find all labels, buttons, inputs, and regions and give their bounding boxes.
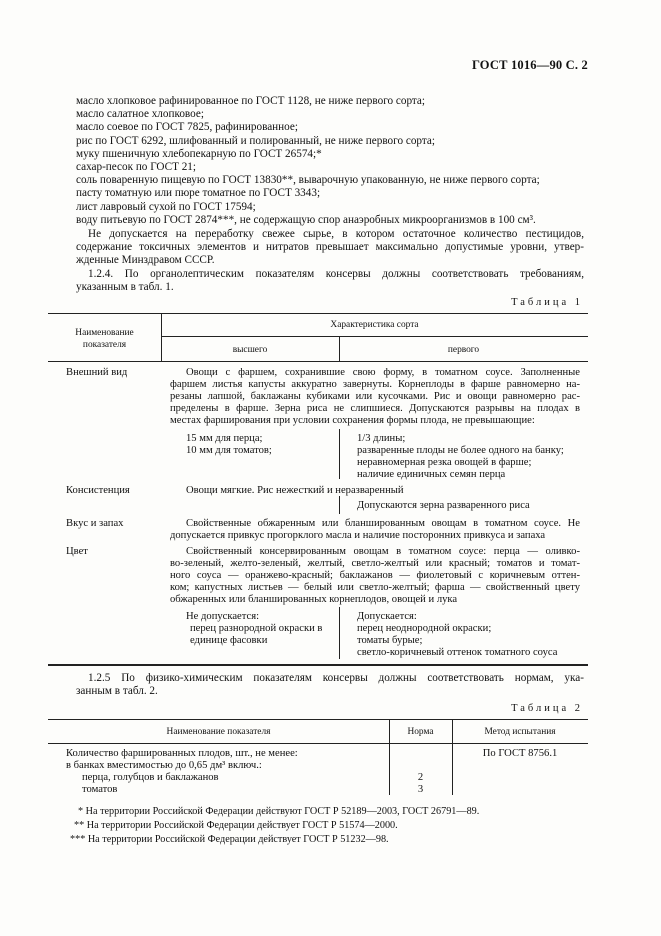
list-item: воду питьевую по ГОСТ 2874***, не содержащую спор анаэробных микроорганизмов в 100 см³. [76,213,536,226]
text-line: фаршем листья капусты аккуратно завернуты. Корнеплоды в фарше равномерно на- [170,379,580,391]
table2-head-method: Метод испытания [484,727,556,737]
text-line: разваренные плоды не более одного на банку; [357,445,564,457]
table2-row-name [66,748,298,796]
text-line: 10 мм для томатов; [186,445,272,457]
text-line: неравномерная резка овощей в фарше; [357,457,532,469]
ingredient-list [76,95,584,227]
paragraph-line: Не допускается на переработку свежее сырье, в котором остаточное количество пестицидов, [88,228,584,240]
table1-head-first-grade: первого [447,345,480,355]
table1-caption: Таблица 1 [511,297,583,308]
paragraph-raw-materials [76,228,584,268]
text-line: обжаренных или бланшированных корнеплодов, овощей и лука [170,594,458,606]
list-item: пасту томатную или пюре томатное по ГОСТ 3343; [76,187,321,200]
appearance-text [170,367,580,427]
row-label-appearance: Внешний вид [66,367,128,378]
text-line: перец разнородной окраски в [190,623,323,635]
cell-divider [339,496,340,514]
header-cell: показателя [82,340,127,350]
color-text [170,546,580,606]
text-line: во-зеленый, желто-зеленый, желтый, светло-желтый или красный; томатов и томат- [170,558,580,570]
row-label-color: Цвет [66,546,88,557]
text-line: единице фасовки [190,635,268,647]
text-line: Овощи с фаршем, сохранившие свою форму, в томатном соусе. Заполненные [186,367,580,378]
text-line: допускается привкус прогорклого масла и наличие посторонних привкуса и запаха [170,530,546,542]
taste-text [170,518,580,542]
cell-divider [339,607,340,659]
row-label-consistency: Консистенция [66,485,130,496]
consistency-text: Овощи мягкие. Рис нежесткий и неразваренный [186,485,404,496]
text-line: ного соуса — оранжево-красный; баклажанов — фиолетовый с коричневым оттен- [170,570,580,582]
table2-norm-values [389,772,452,796]
text-line: Количество фаршированных плодов, шт., не менее: [66,748,298,759]
text-line: ком; капустных листьев — белый или светло-желтый; фарша — свойственный цвету [170,582,580,594]
text-line: томатов [82,784,118,796]
header-cell: Наименование [75,328,134,338]
table2-head-bottom [48,743,588,744]
text-line: томаты бурые; [357,635,423,647]
text-line: местах фарширования при условии сохранения формы плода, не превышающие: [170,415,535,427]
page-header: ГОСТ 1016—90 С. 2 [471,58,588,72]
paragraph-line: содержание токсичных элементов и нитратов превышает максимально допустимые уровни, утвер- [76,241,584,254]
table1-head-bottom [48,361,588,362]
list-item: масло соевое по ГОСТ 7825, рафинированное; [76,121,298,134]
table-cell: 2 [417,772,424,783]
list-item: масло салатное хлопковое; [76,108,204,121]
list-item: соль поваренную пищевую по ГОСТ 13830**, выварочную упакованную, не ниже первого сорта; [76,174,540,187]
text-line: Допускается: [357,611,417,622]
appearance-first-grade [357,433,564,481]
paragraph-line: 1.2.4. По органолептическим показателям консервы должны соответствовать требованиям, [88,268,584,280]
paragraph-line: жденные Минздравом СССР. [76,254,215,267]
footnote: *** На территории Российской Федерации действует ГОСТ Р 51232—98. [70,834,389,845]
text-line: резаны лапшой, баклажаны кубиками или кусочками. Рис и овощи равномерно рас- [170,391,580,403]
table1-head-top-grade: высшего [232,345,268,355]
text-line: 15 мм для перца; [186,433,263,444]
text-line: наличие единичных семян перца [357,469,506,481]
table2-top-border [48,719,588,720]
cell-divider [339,429,340,479]
list-item: лист лавровый сухой по ГОСТ 17594; [76,200,256,213]
table1-head-indicator [48,327,161,351]
text-line: пределены в фарше. Зерна риса не слипшиеся. Допускаются разрывы на плодах в [170,403,580,415]
paragraph-1-2-5 [76,672,584,698]
list-item: сахар-песок по ГОСТ 21; [76,161,196,174]
color-top-grade [186,611,322,647]
list-item: масло хлопковое рафинированное по ГОСТ 1128, не ниже первого сорта; [76,95,425,107]
table1-head-divider [161,336,588,337]
paragraph-1-2-4 [76,268,584,294]
appearance-top-grade [186,433,272,457]
paragraph-line: указанным в табл. 1. [76,281,174,294]
text-line: Свойственный консервированным овощам в томатном соусе: перца — оливко- [186,546,580,557]
text-line: 1/3 длины; [357,433,406,444]
list-item: муку пшеничную хлебопекарную по ГОСТ 26574;* [76,147,322,160]
text-line: светло-коричневый оттенок томатного соуса [357,647,558,659]
footnote: ** На территории Российской Федерации действует ГОСТ Р 51574—2000. [74,820,398,831]
list-item: рис по ГОСТ 6292, шлифованный и полированный, не ниже первого сорта; [76,134,435,147]
table2-head-name: Наименование показателя [166,727,271,737]
paragraph-line: 1.2.5 По физико-химическим показателям консервы должны соответствовать нормам, ука- [88,672,584,684]
table-cell: 3 [417,784,424,796]
color-first-grade [357,611,557,659]
table2-caption: Таблица 2 [511,703,583,714]
table1-head-grade: Характеристика сорта [330,320,419,330]
table1-bottom-border [48,664,588,666]
text-line: Не допускается: [186,611,260,622]
text-line: Свойственные обжаренным или бланшированным овощам в томатном соусе. Не [186,518,580,529]
text-line: в банках вместимостью до 0,65 дм³ включ.: [66,760,262,772]
table2-method-value: По ГОСТ 8756.1 [482,748,558,759]
footnote: * На территории Российской Федерации действуют ГОСТ Р 52189—2003, ГОСТ 26791—89. [78,806,480,817]
text-line: перец неоднородной окраски; [357,623,492,635]
row-label-taste: Вкус и запах [66,518,124,529]
table2-head-norm: Норма [407,727,434,737]
consistency-first-grade: Допускаются зерна разваренного риса [357,500,530,511]
table1-top-border [48,313,588,314]
text-line: перца, голубцов и баклажанов [82,772,219,784]
paragraph-line: занным в табл. 2. [76,685,158,698]
